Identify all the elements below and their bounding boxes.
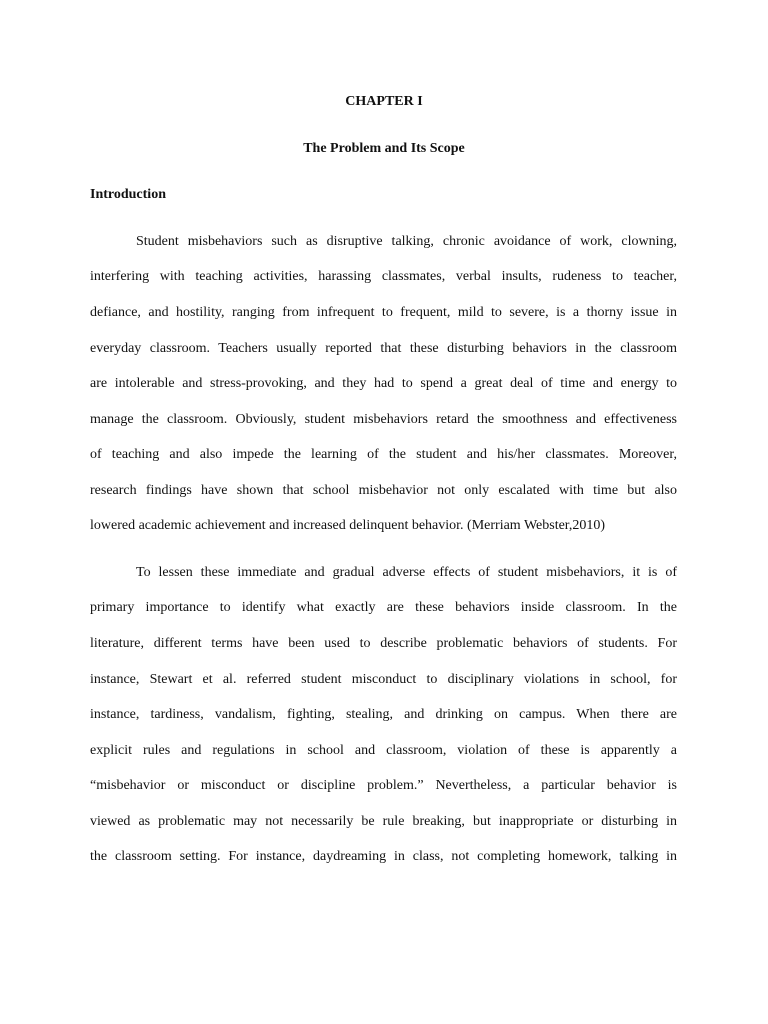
paragraph-line: lowered academic achievement and increased delinquent behavior. (Merriam Webster,2010) bbox=[90, 518, 606, 533]
paragraph-line: the classroom setting. For instance, daydreaming in class, not completing homework, talking in bbox=[90, 849, 677, 864]
chapter-heading: CHAPTER I bbox=[345, 94, 423, 109]
paragraph-line: “misbehavior or misconduct or discipline problem.” Nevertheless, a particular behavior is bbox=[90, 778, 677, 793]
paragraph-line: explicit rules and regulations in school and classroom, violation of these is apparently a bbox=[90, 743, 677, 758]
paragraph-line: viewed as problematic may not necessarily be rule breaking, but inappropriate or disturbing in bbox=[90, 814, 677, 829]
paragraph-line: manage the classroom. Obviously, student misbehaviors retard the smoothness and effectiveness bbox=[90, 412, 677, 427]
paragraph-line: research findings have shown that school misbehavior not only escalated with time but also bbox=[90, 483, 677, 498]
paragraph-line: everyday classroom. Teachers usually reported that these disturbing behaviors in the classroom bbox=[90, 341, 677, 356]
section-heading: Introduction bbox=[90, 187, 166, 202]
paragraph-line: Student misbehaviors such as disruptive talking, chronic avoidance of work, clowning, bbox=[136, 234, 677, 249]
paragraph-line: are intolerable and stress-provoking, and they had to spend a great deal of time and energy to bbox=[90, 376, 677, 391]
paragraph-line: primary importance to identify what exactly are these behaviors inside classroom. In the bbox=[90, 600, 677, 615]
paragraph-line: defiance, and hostility, ranging from infrequent to frequent, mild to severe, is a thorny issue in bbox=[90, 305, 677, 320]
paragraph-line: To lessen these immediate and gradual adverse effects of student misbehaviors, it is of bbox=[136, 565, 677, 580]
paragraph-line: of teaching and also impede the learning of the student and his/her classmates. Moreover, bbox=[90, 447, 677, 462]
paragraph-line: interfering with teaching activities, harassing classmates, verbal insults, rudeness to teacher, bbox=[90, 269, 677, 284]
paragraph-line: instance, tardiness, vandalism, fighting, stealing, and drinking on campus. When there are bbox=[90, 707, 677, 722]
paragraph-line: literature, different terms have been used to describe problematic behaviors of students. For bbox=[90, 636, 677, 651]
paragraph-line: instance, Stewart et al. referred student misconduct to disciplinary violations in school, for bbox=[90, 672, 677, 687]
chapter-title: The Problem and Its Scope bbox=[303, 141, 465, 156]
